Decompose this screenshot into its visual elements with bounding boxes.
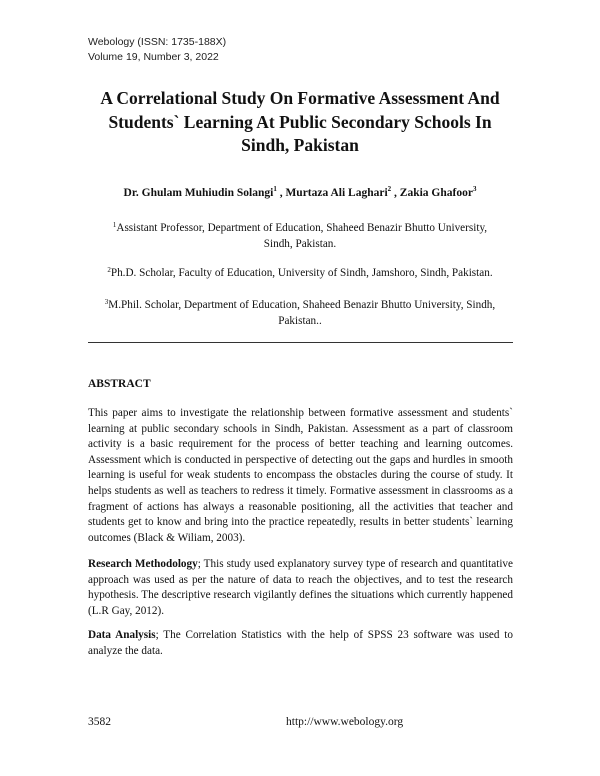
section-divider [88,342,513,343]
methodology-paragraph [88,557,513,619]
title-line-1: A Correlational Study On Formative Assessment And [100,88,500,108]
author-sep: , [391,187,400,199]
author-name: Murtaza Ali Laghari [285,187,388,199]
affiliation-3 [90,295,510,329]
analysis-paragraph [88,628,513,659]
journal-issn: Webology (ISSN: 1735-188X) [88,36,227,48]
author-name: Dr. Ghulam Muhiudin Solangi [123,187,274,199]
affiliation-sup: 2 [107,266,111,274]
affiliation-line: Assistant Professor, Department of Education, Shaheed Benazir Bhutto University, [116,222,488,234]
affiliation-line: Pakistan.. [278,314,322,327]
affiliation-1 [90,218,510,252]
title-line-2: Students` Learning At Public Secondary Schools In [108,111,492,132]
page-number: 3582 [88,716,111,728]
author-list [60,185,540,199]
affiliation-sup: 1 [112,221,117,229]
analysis-text: ; The Correlation Statistics with the help of SPSS 23 software was used to analyze the data. [88,629,513,657]
analysis-label: Data Analysis [88,629,156,641]
affiliation-line: Sindh, Pakistan. [263,237,337,250]
author-sup: 1 [273,185,277,193]
abstract-body: This paper aims to investigate the relationship between formative assessment and students` learning at public secondary schools in Sindh, Pakistan. Assessment as a part of classroom activity is a basic requirement for the process of better teaching and learning outcomes. Assessment which is conducted in perspective of detecting out the gaps and hurdles in smooth learning is useful for weak students to encompass the obstacles during the course of study. It helps students as well as teachers to redress it timely. Formative assessment in classrooms as a fragment of actions has always a reasonable positioning, all the activities that teacher and students get to know and bring into the practice repeatedly, results in better students` learning outcomes (Black & Wiliam, 2003). [88,407,513,544]
affiliation-2 [90,263,510,282]
author-sup: 2 [387,185,392,193]
author-sup: 3 [472,185,477,193]
author-sep: , [276,187,286,199]
methodology-label: Research Methodology [88,558,198,570]
affiliation-line: Ph.D. Scholar, Faculty of Education, University of Sindh, Jamshoro, Sindh, Pakistan. [110,267,493,279]
author-name: Zakia Ghafoor [399,187,473,199]
affiliation-sup: 3 [104,298,109,306]
footer-url: http://www.webology.org [286,716,404,728]
affiliation-line: M.Phil. Scholar, Department of Education, Shaheed Benazir Bhutto University, Sindh, [108,299,496,311]
abstract-heading: ABSTRACT [88,378,151,390]
paper-title [60,87,540,158]
title-line-3: Sindh, Pakistan [241,135,359,155]
journal-info [88,35,226,65]
methodology-text: ; This study used explanatory survey type of research and quantitative approach was used as per the nature of data to reach the objectives, and to test the research hypothesis. The descriptive research vigilantly defines the situations which currently happened (L.R Gay, 2012). [88,558,513,617]
journal-volume: Volume 19, Number 3, 2022 [88,51,219,63]
